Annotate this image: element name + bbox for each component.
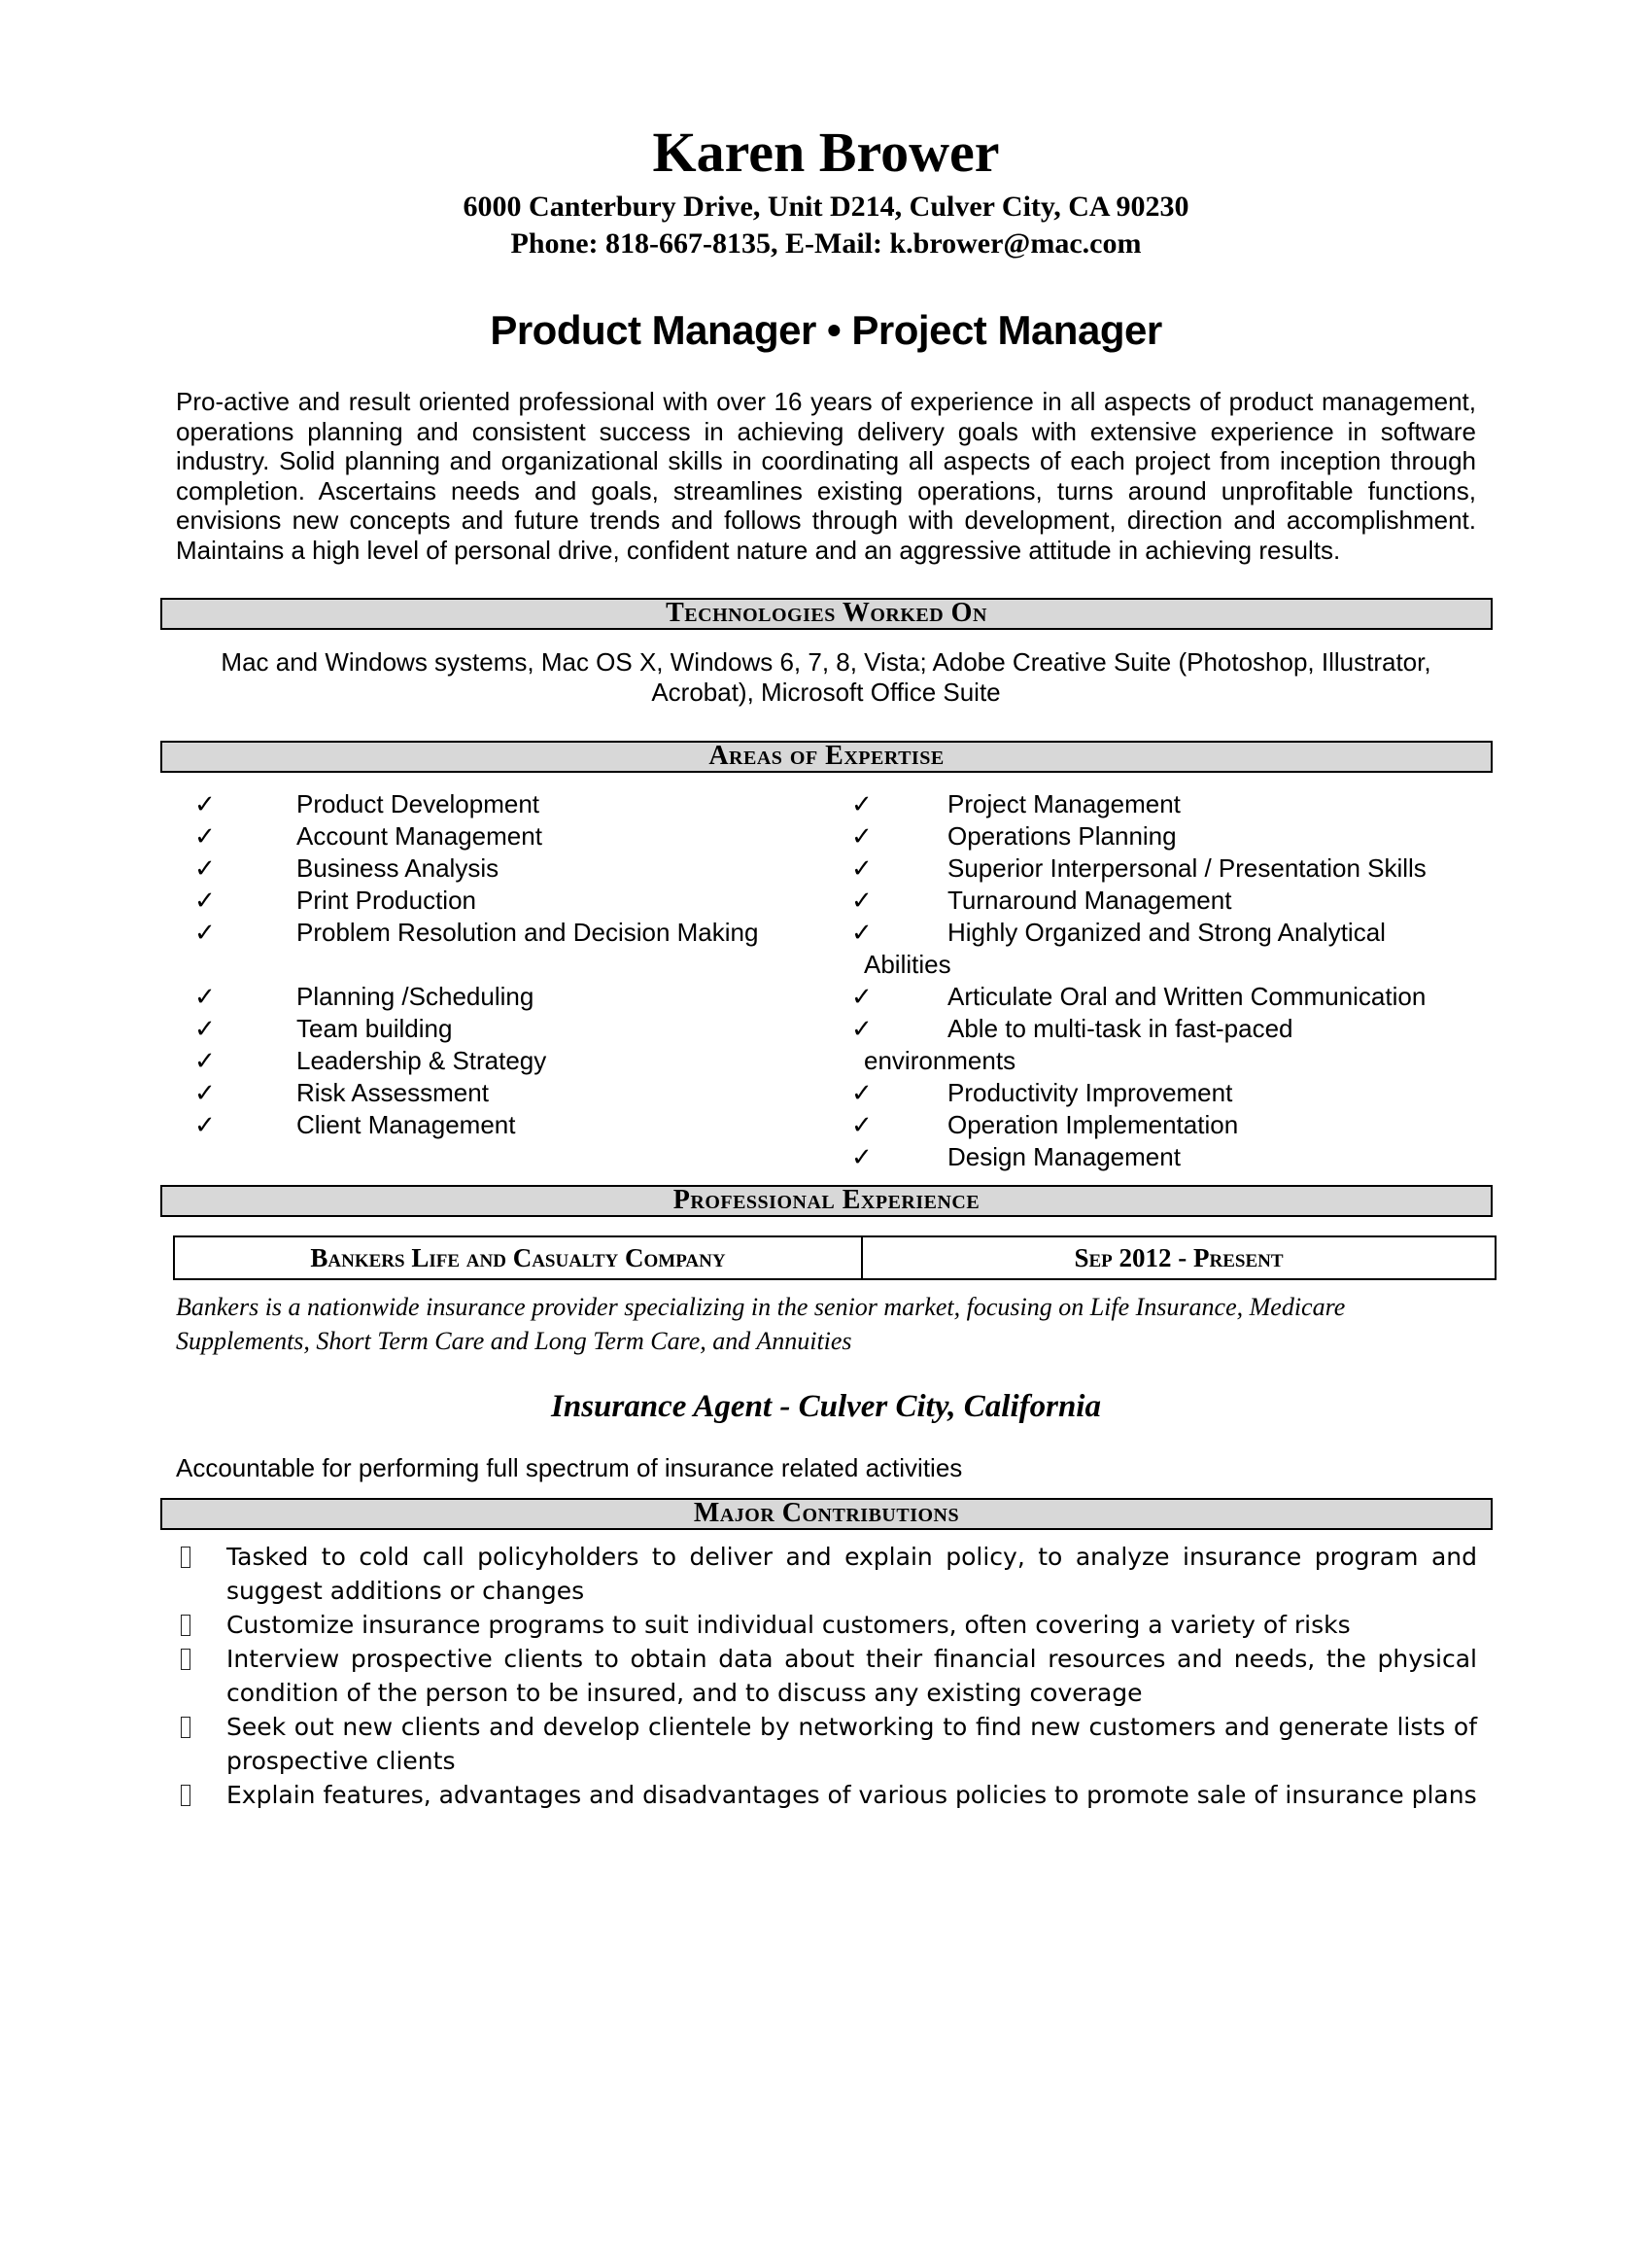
expertise-item <box>851 1109 1493 1141</box>
square-bullet-icon <box>181 1615 190 1636</box>
expertise-columns <box>194 788 1652 1173</box>
expertise-item <box>851 852 1493 885</box>
expertise-item <box>194 788 851 820</box>
list-item-text: Tasked to cold call policyholders to deliver and explain policy, to analyze insurance program and suggest additions or changes <box>226 1543 1477 1605</box>
expertise-label: Team building <box>296 1014 453 1043</box>
contact-line: Phone: 818-667-8135, E-Mail: k.brower@mac.com <box>510 227 1142 260</box>
job-role-title: Insurance Agent - Culver City, California <box>551 1389 1101 1424</box>
expertise-item <box>194 981 851 1013</box>
square-bullet-icon <box>181 1785 190 1806</box>
expertise-label: environments <box>864 1046 1016 1075</box>
check-icon: ✓ <box>194 1110 216 1139</box>
expertise-item <box>851 981 1493 1013</box>
expertise-item-continuation <box>851 1045 1493 1077</box>
expertise-item <box>851 917 1493 949</box>
check-icon: ✓ <box>851 886 873 915</box>
expertise-item <box>851 788 1493 820</box>
list-item <box>178 1642 1477 1710</box>
list-item <box>178 1608 1477 1642</box>
company-description: Bankers is a nationwide insurance provider specializing in the senior market, focusing on Life Insurance, Medicare Supplements, Short Term Care and Long Term Care, and Annuities <box>176 1293 1346 1355</box>
check-icon: ✓ <box>851 821 873 851</box>
list-item <box>178 1540 1477 1608</box>
expertise-label: Highly Organized and Strong Analytical <box>947 918 1386 947</box>
check-icon: ✓ <box>851 918 873 947</box>
check-icon: ✓ <box>194 1046 216 1075</box>
expertise-item <box>851 885 1493 917</box>
expertise-item <box>194 917 851 949</box>
check-icon: ✓ <box>194 886 216 915</box>
expertise-item-continuation <box>851 949 1493 981</box>
list-item-text: Seek out new clients and develop clientele by networking to find new customers and generate lists of prospective clients <box>226 1713 1477 1775</box>
expertise-left-column <box>194 788 851 1173</box>
expertise-label: Business Analysis <box>296 853 499 883</box>
expertise-label: Abilities <box>864 950 951 979</box>
address-line: 6000 Canterbury Drive, Unit D214, Culver City, CA 90230 <box>463 191 1189 223</box>
expertise-item <box>194 1109 851 1141</box>
expertise-item <box>851 1013 1493 1045</box>
role-summary: Accountable for performing full spectrum of insurance related activities <box>176 1453 963 1482</box>
resume-page <box>0 122 1652 2261</box>
check-icon: ✓ <box>851 789 873 818</box>
expertise-label: Print Production <box>296 886 476 915</box>
expertise-label: Turnaround Management <box>947 886 1232 915</box>
expertise-item <box>194 820 851 852</box>
square-bullet-icon <box>181 1717 190 1738</box>
expertise-label: Client Management <box>296 1110 516 1139</box>
check-icon: ✓ <box>851 853 873 883</box>
list-item-text: Interview prospective clients to obtain data about their financial resources and needs, the physical condition of the person to be insured, and to discuss any existing coverage <box>226 1645 1477 1707</box>
section-header-experience: Professional Experience <box>160 1185 1493 1217</box>
expertise-label: Able to multi-task in fast-paced <box>947 1014 1293 1043</box>
list-item <box>178 1778 1477 1812</box>
square-bullet-icon <box>181 1649 190 1670</box>
person-name: Karen Brower <box>652 121 1000 184</box>
expertise-label: Planning /Scheduling <box>296 982 534 1011</box>
expertise-label: Operations Planning <box>947 821 1177 851</box>
check-icon: ✓ <box>194 789 216 818</box>
expertise-item <box>851 1077 1493 1109</box>
check-icon: ✓ <box>851 1142 873 1171</box>
headline-title: Product Manager • Project Manager <box>490 307 1162 353</box>
expertise-item <box>194 1013 851 1045</box>
expertise-label: Articulate Oral and Written Communication <box>947 982 1427 1011</box>
expertise-item <box>194 1045 851 1077</box>
check-icon: ✓ <box>851 1014 873 1043</box>
experience-company-row <box>173 1235 1497 1280</box>
check-icon: ✓ <box>851 982 873 1011</box>
section-header-contributions: Major Contributions <box>160 1498 1493 1530</box>
expertise-label: Product Development <box>296 789 540 818</box>
expertise-item <box>194 885 851 917</box>
list-item <box>178 1710 1477 1778</box>
check-icon: ✓ <box>194 1014 216 1043</box>
check-icon: ✓ <box>194 1078 216 1107</box>
expertise-label: Operation Implementation <box>947 1110 1239 1139</box>
list-item-text: Explain features, advantages and disadvantages of various policies to promote sale of insurance plans <box>226 1781 1477 1809</box>
company-name-cell: Bankers Life and Casualty Company <box>175 1237 863 1278</box>
expertise-item <box>194 1077 851 1109</box>
expertise-item <box>851 1141 1493 1173</box>
expertise-label: Problem Resolution and Decision Making <box>296 918 759 947</box>
expertise-label: Superior Interpersonal / Presentation Skills <box>947 853 1427 883</box>
list-item-text: Customize insurance programs to suit individual customers, often covering a variety of risks <box>226 1611 1351 1639</box>
check-icon: ✓ <box>851 1110 873 1139</box>
section-header-technologies: Technologies Worked On <box>160 598 1493 630</box>
expertise-label: Risk Assessment <box>296 1078 489 1107</box>
check-icon: ✓ <box>851 1078 873 1107</box>
expertise-right-column <box>851 788 1493 1173</box>
employment-dates-cell: Sep 2012 - Present <box>1074 1243 1284 1272</box>
expertise-label: Leadership & Strategy <box>296 1046 547 1075</box>
expertise-label: Project Management <box>947 789 1181 818</box>
expertise-label: Account Management <box>296 821 542 851</box>
expertise-label: Design Management <box>947 1142 1181 1171</box>
check-icon: ✓ <box>194 982 216 1011</box>
contributions-list <box>178 1540 1477 1812</box>
check-icon: ✓ <box>194 853 216 883</box>
section-header-expertise: Areas of Expertise <box>160 741 1493 773</box>
check-icon: ✓ <box>194 918 216 947</box>
expertise-item <box>194 852 851 885</box>
square-bullet-icon <box>181 1547 190 1568</box>
expertise-item <box>851 820 1493 852</box>
technologies-text: Mac and Windows systems, Mac OS X, Windows 6, 7, 8, Vista; Adobe Creative Suite (Photoshop, Illustrator, Acrobat), Microsoft Office Suite <box>221 647 1431 707</box>
expertise-label: Productivity Improvement <box>947 1078 1233 1107</box>
summary-paragraph: Pro-active and result oriented professional with over 16 years of experience in all aspects of product management, operations planning and consistent success in achieving delivery goals with extensive experience in software industry. Solid planning and organizational skills in coordinating all aspects of each project from inception through completion. Ascertains needs and goals, streamlines existing operations, turns around unprofitable functions, envisions new concepts and future trends and follows through with development, direction and accomplishment. Maintains a high level of personal drive, confident nature and an aggressive attitude in achieving results. <box>176 387 1476 565</box>
check-icon: ✓ <box>194 821 216 851</box>
